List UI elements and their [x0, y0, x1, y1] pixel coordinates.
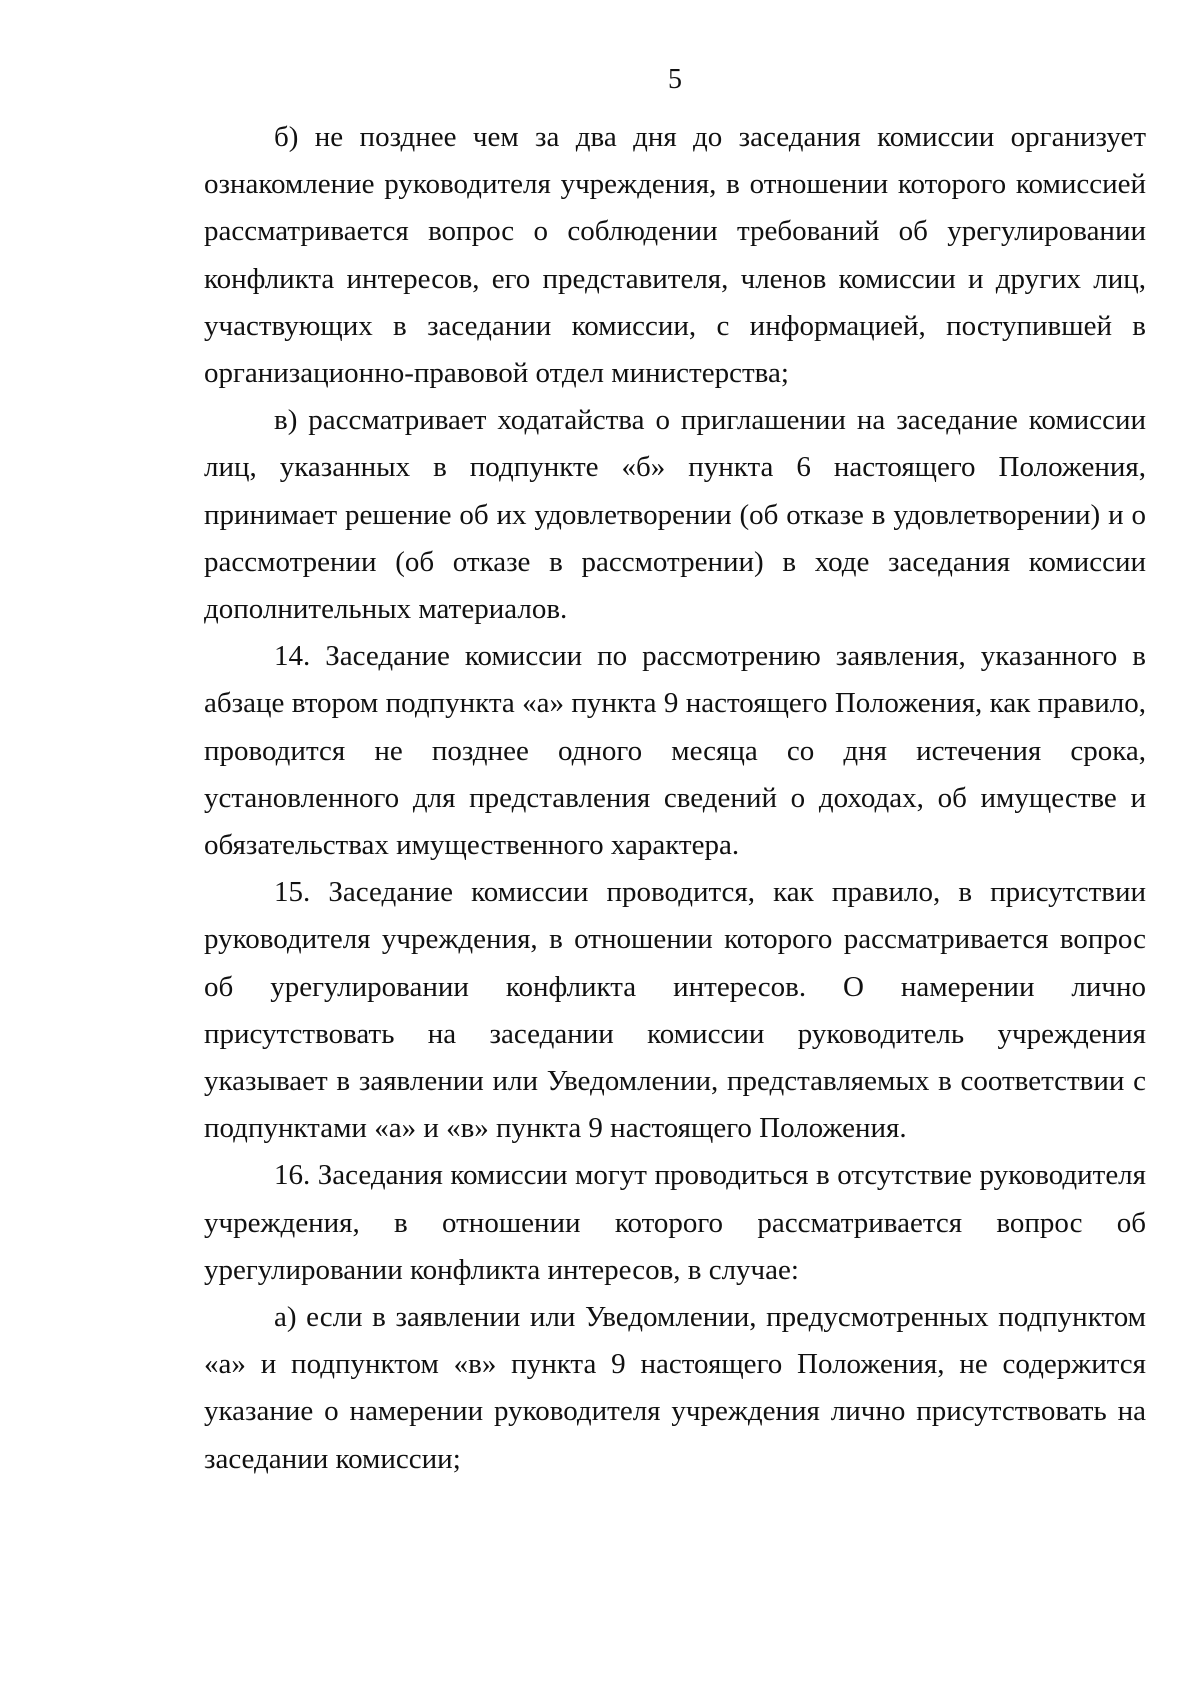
paragraph-clause-14: 14. Заседание комиссии по рассмотрению заявления, указанного в абзаце втором подпункта «а» пункта 9 настоящего Положения, как правило, проводится не позднее одного месяца со дня истечения срока, установленного для представления сведений о доходах, об имуществе и обязательствах имущественного характера. [204, 640, 1146, 862]
paragraph-item-v: в) рассматривает ходатайства о приглашении на заседание комиссии лиц, указанных в подпункте «б» пункта 6 настоящего Положения, принимает решение об их удовлетворении (об отказе в удовлетворении) и о рассмотрении (об отказе в рассмотрении) в ходе заседания комиссии дополнительных материалов. [204, 404, 1146, 626]
page-number: 5 [668, 64, 682, 95]
paragraph-clause-15: 15. Заседание комиссии проводится, как правило, в присутствии руководителя учреждения, в отношении которого рассматривается вопрос об урегулировании конфликта интересов. О намерении лично присутствовать на заседании комиссии руководитель учреждения указывает в заявлении или Уведомлении, представляемых в соответствии с подпунктами «а» и «в» пункта 9 настоящего Положения. [204, 876, 1146, 1145]
paragraph-item-b: б) не позднее чем за два дня до заседания комиссии организует ознакомление руководителя учреждения, в отношении которого комиссией рассматривается вопрос о соблюдении требований об урегулировании конфликта интересов, его представителя, членов комиссии и других лиц, участвующих в заседании комиссии, с информацией, поступившей в организационно-правовой отдел министерства; [204, 121, 1146, 390]
document-body [204, 114, 1146, 1483]
paragraph-item-a: а) если в заявлении или Уведомлении, предусмотренных подпунктом «а» и подпунктом «в» пункта 9 настоящего Положения, не содержится указание о намерении руководителя учреждения лично присутствовать на заседании комиссии; [204, 1301, 1146, 1475]
paragraph-clause-16: 16. Заседания комиссии могут проводиться в отсутствие руководителя учреждения, в отношении которого рассматривается вопрос об урегулировании конфликта интересов, в случае: [204, 1159, 1146, 1286]
